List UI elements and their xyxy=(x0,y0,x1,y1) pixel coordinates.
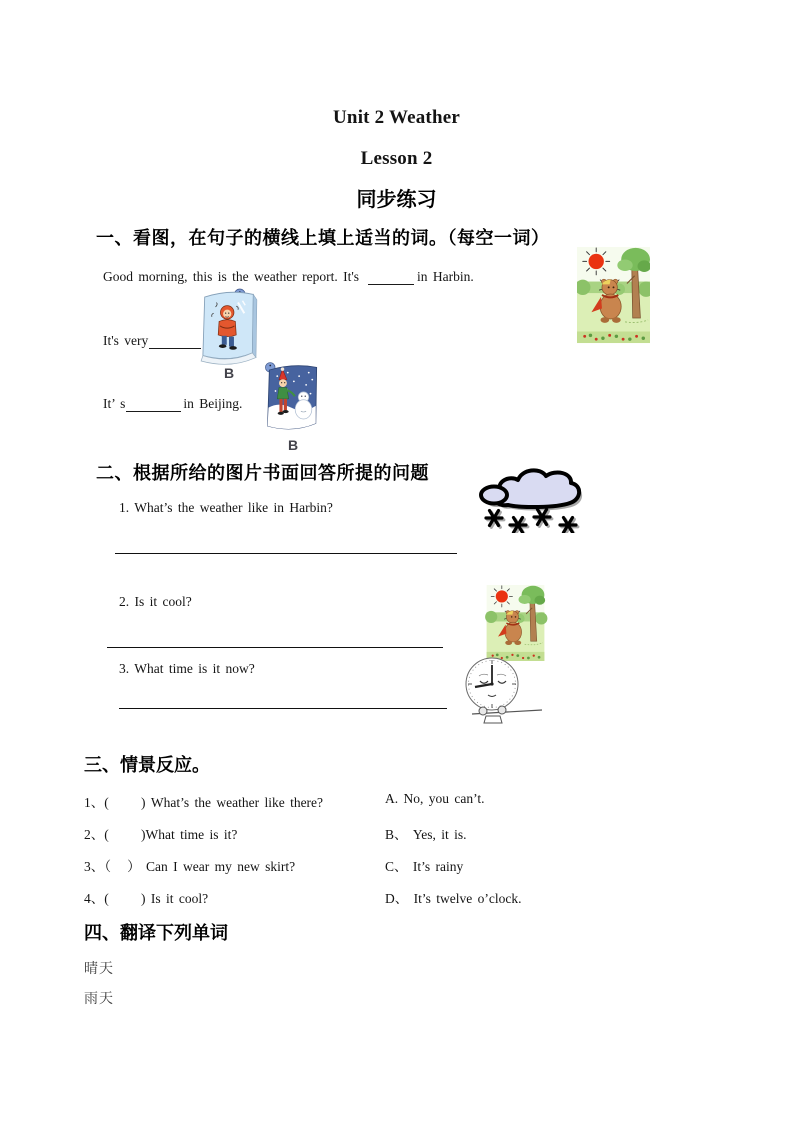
sentence-harbin-pre: Good morning, this is the weather report. It's xyxy=(103,269,360,284)
answer-line-2 xyxy=(107,647,443,648)
question-3: 3. What time is it now? xyxy=(119,661,255,676)
answer-line-3 xyxy=(119,708,447,709)
match-answer-a: A. No, you can’t. xyxy=(385,791,485,806)
sentence-very xyxy=(103,333,201,349)
sentence-beijing xyxy=(103,396,242,412)
question-2: 2. Is it cool? xyxy=(119,594,192,609)
section3-heading: 三、情景反应。 xyxy=(84,755,210,775)
sentence-very-pre: It's very xyxy=(103,333,149,348)
match-question-1: 1、( ) What’s the weather like there? xyxy=(84,795,324,810)
match-answer-d: D、 It’s twelve o’clock. xyxy=(385,891,522,906)
cold-weather-card-image xyxy=(193,288,265,371)
match-question-4: 4、( ) Is it cool? xyxy=(84,891,209,906)
section1-heading: 一、看图，在句子的横线上填上适当的词。（每空一词） xyxy=(96,228,550,248)
question-1: 1. What’s the weather like in Harbin? xyxy=(119,500,333,515)
sentence-harbin xyxy=(103,269,474,285)
doc-lesson: Lesson 2 xyxy=(360,148,433,169)
sunny-park-image-cool xyxy=(480,585,551,661)
match-answer-b: B、 Yes, it is. xyxy=(385,827,467,842)
match-question-2: 2、( )What time is it? xyxy=(84,827,238,842)
section2-heading: 二、根据所给的图片书面回答所提的问题 xyxy=(96,463,429,483)
sentence-beijing-post: in Beijing. xyxy=(183,396,243,411)
sentence-beijing-pre: It’ s xyxy=(103,396,126,411)
snow-cloud-image xyxy=(478,463,590,533)
translate-word-sunny: 晴天 xyxy=(84,962,114,977)
fill-blank-harbin xyxy=(368,269,414,285)
fill-blank-very xyxy=(149,333,201,349)
match-question-3: 3、（ ） Can I wear my new skirt? xyxy=(84,859,296,874)
fill-blank-beijing xyxy=(126,396,181,412)
answer-line-1 xyxy=(115,553,457,554)
card-label-b1: B xyxy=(223,365,235,381)
section4-heading: 四、翻译下列单词 xyxy=(84,923,228,943)
doc-title: Unit 2 Weather xyxy=(333,107,460,128)
doc-subtitle: 同步练习 xyxy=(356,189,437,211)
sunny-park-image-harbin xyxy=(577,245,650,345)
sleeping-clock-image xyxy=(458,654,542,724)
card-label-b2: B xyxy=(287,437,299,453)
translate-word-rainy: 雨天 xyxy=(84,992,114,1007)
snowman-card-image xyxy=(258,362,328,441)
sentence-harbin-post: in Harbin. xyxy=(417,269,474,284)
match-answer-c: C、 It’s rainy xyxy=(385,859,464,874)
